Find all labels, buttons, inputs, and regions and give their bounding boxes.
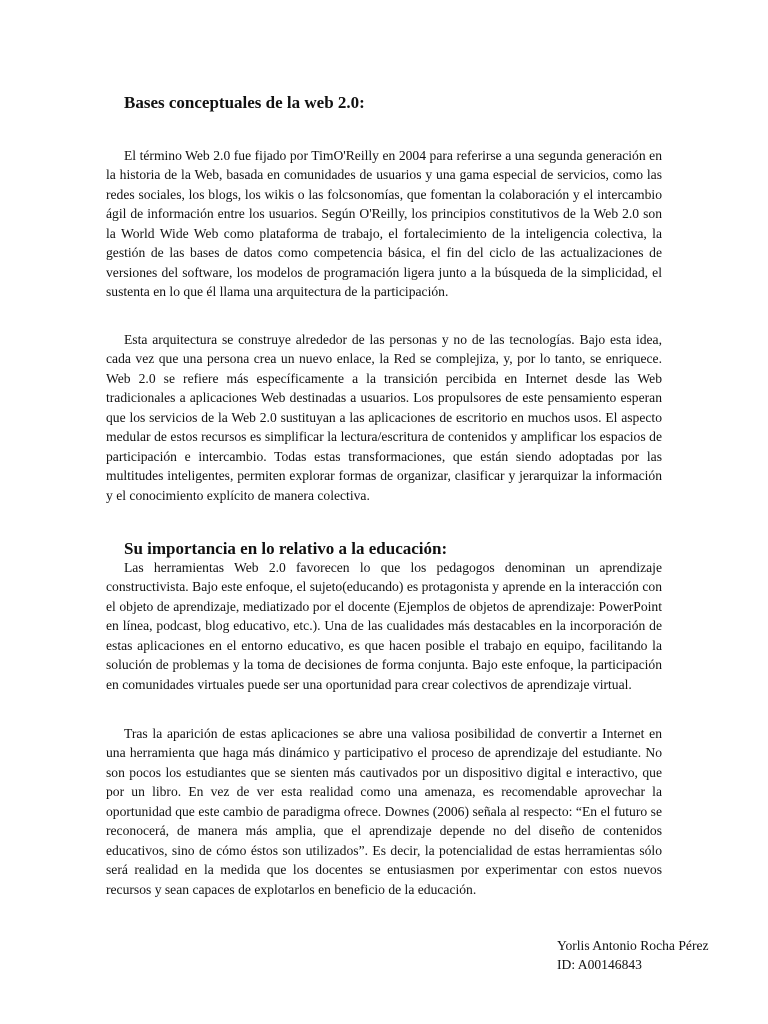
section-heading-educacion: Su importancia en lo relativo a la educación: <box>124 539 448 558</box>
paragraph: Las herramientas Web 2.0 favorecen lo que los pedagogos denominan un aprendizaje constructivista. Bajo este enfoque, el sujeto(educando) es protagonista y aprende en la interacción con el objeto de aprendizaje, mediatizado por el docente (Ejemplos de objetos de aprendizaje: PowerPoint en línea, podcast, blog educativo, etc.). Una de las cualidades más destacables en la incorporación de estas aplicaciones en el entorno educativo, es que hacen posible el trabajo en equipo, facilitando la solución de problemas y la toma de decisiones de forma conjunta. Bajo este enfoque, la participación en comunidades virtuales puede ser una oportunidad para crear colectivos de aprendizaje virtual. <box>106 560 662 692</box>
paragraph: Esta arquitectura se construye alrededor de las personas y no de las tecnologías. Bajo esta idea, cada vez que una persona crea un nuevo enlace, la Red se complejiza, y, por lo tanto, se enriquece. Web 2.0 se refiere más específicamente a la transición percibida en Internet desde las Web tradicionales a aplicaciones Web destinadas a usuarios. Los propulsores de este pensamiento esperan que los servicios de la Web 2.0 sustituyan a las aplicaciones de escritorio en muchos usos. El aspecto medular de estos recursos es simplificar la lectura/escritura de contenidos y amplificar los espacios de participación e intercambio. Todas estas transformaciones, que están siendo adoptadas por las multitudes inteligentes, permiten explorar formas de organizar, clasificar y jerarquizar la información y el conocimiento explícito de manera colectiva. <box>106 332 662 503</box>
author-name: Yorlis Antonio Rocha Pérez <box>557 938 709 953</box>
author-id: ID: A00146843 <box>557 957 642 972</box>
section-heading-bases: Bases conceptuales de la web 2.0: <box>124 93 365 112</box>
paragraph: El término Web 2.0 fue fijado por TimO'Reilly en 2004 para referirse a una segunda generación en la historia de la Web, basada en comunidades de usuarios y una gama especial de servicios, como las redes sociales, los blogs, los wikis o las folcsonomías, que fomentan la colaboración y el intercambio ágil de información entre los usuarios. Según O'Reilly, los principios constitutivos de la Web 2.0 son la World Wide Web como plataforma de trabajo, el fortalecimiento de la inteligencia colectiva, la gestión de las bases de datos como competencia básica, el fin del ciclo de las actualizaciones de versiones del software, los modelos de programación ligera junto a la búsqueda de la simplicidad, el sustenta en lo que él llama una arquitectura de la participación. <box>106 148 662 300</box>
paragraph: Tras la aparición de estas aplicaciones se abre una valiosa posibilidad de convertir a Internet en una herramienta que haga más dinámico y participativo el proceso de aprendizaje del estudiante. No son pocos los estudiantes que se sienten más cautivados por un dispositivo digital e interactivo, que por un libro. En vez de ver esta realidad como una amenaza, es recomendable aprovechar la oportunidad que este cambio de paradigma ofrece. Downes (2006) señala al respecto: “En el futuro se reconocerá, de manera más amplia, que el aprendizaje depende no del diseño de contenidos educativos, sino de cómo éstos son utilizados”. Es decir, la potencialidad de estas herramientas sólo será realidad en la medida que los docentes se entusiasmen por experimentar con estos nuevos recursos y sean capaces de explotarlos en beneficio de la educación. <box>106 726 662 897</box>
